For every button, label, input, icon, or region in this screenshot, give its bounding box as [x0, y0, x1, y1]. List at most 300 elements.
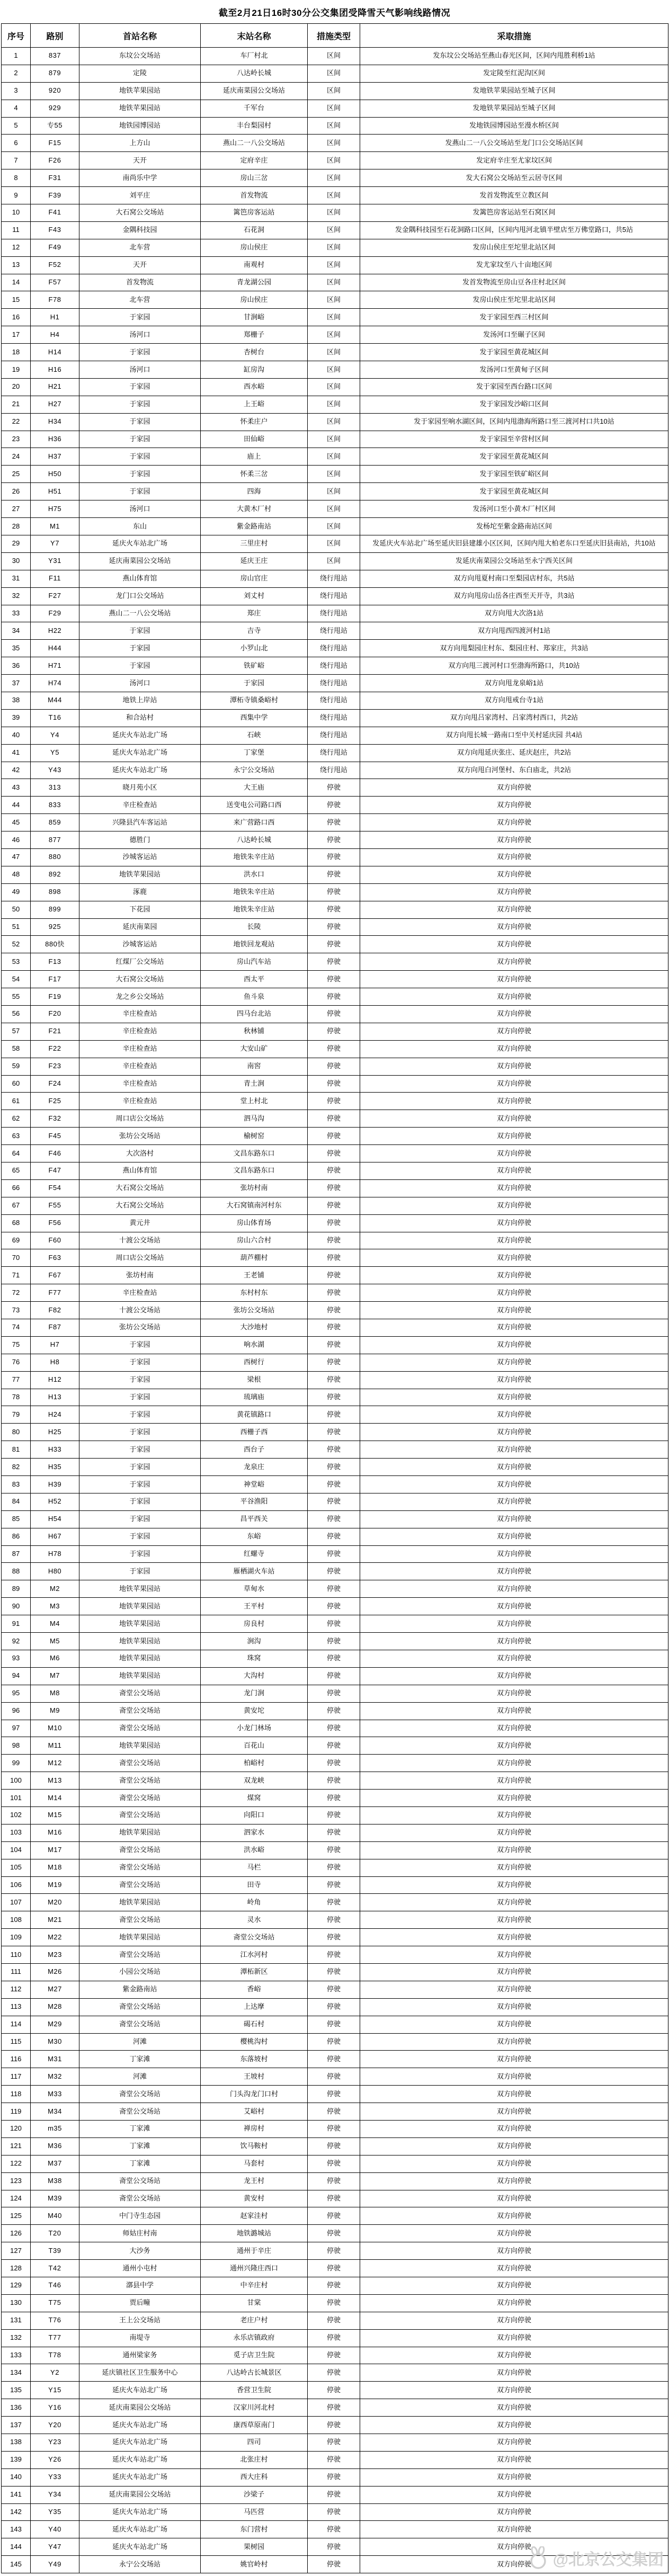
- cell-start-station: 延庆火车站北广场: [79, 2538, 201, 2556]
- cell-measure-type: 停驶: [308, 1633, 360, 1650]
- cell-no: 124: [2, 2190, 31, 2207]
- cell-no: 25: [2, 466, 31, 483]
- cell-end-station: 沙梁子: [201, 2486, 308, 2503]
- cell-measure: 双方向甩吕家湾村、吕家湾村西口，共2站: [360, 709, 668, 727]
- cell-end-station: 吉寺: [201, 622, 308, 640]
- cell-measure-type: 停驶: [308, 2103, 360, 2121]
- cell-line: Y5: [31, 744, 79, 762]
- cell-measure-type: 停驶: [308, 2382, 360, 2399]
- cell-end-station: 上王峪: [201, 396, 308, 413]
- cell-no: 118: [2, 2086, 31, 2103]
- table-row: [2, 1598, 668, 1615]
- cell-start-station: 延庆南菜园公交场站: [79, 2399, 201, 2417]
- table-row: [2, 2329, 668, 2347]
- column-header-measure: 采取措施: [360, 24, 668, 48]
- column-header-end-station: 末站名称: [201, 24, 308, 48]
- table-row: [2, 883, 668, 901]
- cell-end-station: 大沟村: [201, 1667, 308, 1685]
- cell-no: 5: [2, 117, 31, 135]
- cell-line: M34: [31, 2103, 79, 2121]
- cell-line: M9: [31, 1702, 79, 1720]
- cell-no: 129: [2, 2277, 31, 2295]
- cell-no: 111: [2, 1963, 31, 1981]
- cell-start-station: 辛庄检查站: [79, 1058, 201, 1075]
- cell-no: 36: [2, 657, 31, 675]
- cell-measure-type: 停驶: [308, 1859, 360, 1876]
- cell-measure: 双方向停驶: [360, 1284, 668, 1302]
- cell-measure: 双方向停驶: [360, 1232, 668, 1249]
- cell-measure: 双方向停驶: [360, 1824, 668, 1841]
- cell-line: F32: [31, 1110, 79, 1128]
- cell-line: T39: [31, 2242, 79, 2260]
- table-row: [2, 2312, 668, 2329]
- cell-measure: 双方向停驶: [360, 1128, 668, 1145]
- cell-end-station: 文昌东路东口: [201, 1145, 308, 1162]
- cell-start-station: 斋堂公交场站: [79, 1841, 201, 1859]
- cell-no: 51: [2, 918, 31, 936]
- table-row: [2, 1528, 668, 1545]
- cell-line: Y15: [31, 2382, 79, 2399]
- cell-no: 66: [2, 1179, 31, 1197]
- cell-line: H25: [31, 1424, 79, 1441]
- cell-measure: 双方向停驶: [360, 1302, 668, 1319]
- cell-start-station: 于家园: [79, 1441, 201, 1459]
- cell-end-station: 梁根: [201, 1371, 308, 1389]
- cell-line: Y7: [31, 535, 79, 552]
- table-row: [2, 2364, 668, 2382]
- cell-measure: 双方向停驶: [360, 2172, 668, 2190]
- cell-start-station: 王上公交场站: [79, 2312, 201, 2329]
- cell-end-station: 张坊村南: [201, 1179, 308, 1197]
- table-row: [2, 187, 668, 204]
- cell-measure-type: 绕行甩站: [308, 570, 360, 587]
- cell-no: 60: [2, 1075, 31, 1093]
- cell-measure: 双方向停驶: [360, 2538, 668, 2556]
- cell-measure: 发延庆火车站北广场至延庆旧县建雄小区区间，区间内甩大柏老东口至延庆旧县南站，共10站: [360, 535, 668, 552]
- cell-measure-type: 区间: [308, 361, 360, 379]
- cell-measure: 双方向停驶: [360, 797, 668, 814]
- table-row: [2, 1737, 668, 1755]
- cell-line: M39: [31, 2190, 79, 2207]
- cell-line: T42: [31, 2260, 79, 2277]
- cell-start-station: 延庆火车站北广场: [79, 2468, 201, 2486]
- cell-measure-type: 停驶: [308, 918, 360, 936]
- cell-measure-type: 区间: [308, 448, 360, 466]
- cell-end-station: 果树园: [201, 2538, 308, 2556]
- cell-measure-type: 停驶: [308, 1302, 360, 1319]
- table-row: [2, 169, 668, 187]
- cell-measure: 双方向停驶: [360, 1981, 668, 1998]
- cell-end-station: 房山侯庄: [201, 239, 308, 256]
- cell-start-station: 黄元井: [79, 1214, 201, 1232]
- cell-start-station: 沙城客运站: [79, 936, 201, 953]
- cell-measure-type: 区间: [308, 48, 360, 65]
- cell-start-station: 漷县中学: [79, 2277, 201, 2295]
- cell-end-station: 东峪: [201, 1528, 308, 1545]
- cell-measure-type: 区间: [308, 431, 360, 448]
- table-row: [2, 1197, 668, 1214]
- cell-no: 134: [2, 2364, 31, 2382]
- cell-measure-type: 停驶: [308, 1476, 360, 1493]
- table-row: [2, 1841, 668, 1859]
- cell-no: 7: [2, 152, 31, 169]
- cell-measure: 发定府辛庄至尤家坟区间: [360, 152, 668, 169]
- cell-no: 59: [2, 1058, 31, 1075]
- cell-end-station: 王平村: [201, 1598, 308, 1615]
- cell-line: H78: [31, 1545, 79, 1563]
- cell-measure: 双方向停驶: [360, 2207, 668, 2225]
- cell-end-station: 刘丈村: [201, 587, 308, 605]
- cell-measure-type: 停驶: [308, 2451, 360, 2468]
- cell-measure-type: 停驶: [308, 866, 360, 883]
- cell-measure-type: 停驶: [308, 1998, 360, 2016]
- table-row: [2, 640, 668, 657]
- cell-measure: 双方向甩延庆张庄、延庆赵庄，共2站: [360, 744, 668, 762]
- cell-end-station: 四海: [201, 483, 308, 500]
- cell-end-station: 马套村: [201, 2155, 308, 2172]
- cell-start-station: 于家园: [79, 1406, 201, 1424]
- cell-line: M22: [31, 1929, 79, 1946]
- cell-start-station: 辛庄检查站: [79, 1023, 201, 1040]
- table-row: [2, 1824, 668, 1841]
- cell-end-station: 堂上村北: [201, 1093, 308, 1110]
- cell-end-station: 岭角: [201, 1894, 308, 1911]
- cell-line: 880: [31, 848, 79, 866]
- cell-measure: 双方向停驶: [360, 2312, 668, 2329]
- cell-no: 47: [2, 848, 31, 866]
- table-row: [2, 204, 668, 222]
- cell-end-station: 泗家水: [201, 1824, 308, 1841]
- cell-line: M37: [31, 2155, 79, 2172]
- cell-measure: 双方向停驶: [360, 2486, 668, 2503]
- cell-measure: 双方向停驶: [360, 2294, 668, 2312]
- table-row: [2, 1633, 668, 1650]
- table-row: [2, 2120, 668, 2137]
- cell-measure-type: 区间: [308, 65, 360, 82]
- cell-no: 102: [2, 1806, 31, 1824]
- cell-measure: 双方向停驶: [360, 1179, 668, 1197]
- cell-measure: 双方向停驶: [360, 2399, 668, 2417]
- cell-measure: 双方向停驶: [360, 1929, 668, 1946]
- cell-start-station: 于家园: [79, 1336, 201, 1354]
- cell-start-station: 延庆火车站北广场: [79, 2503, 201, 2521]
- cell-line: F20: [31, 1005, 79, 1023]
- cell-no: 103: [2, 1824, 31, 1841]
- cell-measure-type: 停驶: [308, 2468, 360, 2486]
- cell-end-station: 送变电公司路口西: [201, 797, 308, 814]
- cell-measure: 发首发物流至房山豆各庄村北区间: [360, 274, 668, 291]
- cell-end-station: 禅房村: [201, 2120, 308, 2137]
- cell-start-station: 张坊公交场站: [79, 1128, 201, 1145]
- cell-no: 35: [2, 640, 31, 657]
- cell-measure: 发金隅科技园至石花洞路口区间，区间内甩河北镇半壁店至万佛堂路口，共5站: [360, 221, 668, 239]
- cell-no: 53: [2, 953, 31, 971]
- cell-line: H39: [31, 1476, 79, 1493]
- cell-measure-type: 停驶: [308, 1406, 360, 1424]
- table-row: [2, 1214, 668, 1232]
- cell-no: 125: [2, 2207, 31, 2225]
- cell-end-station: 郑庄: [201, 605, 308, 622]
- cell-start-station: 贾后疃: [79, 2294, 201, 2312]
- cell-start-station: 地铁园博园站: [79, 117, 201, 135]
- cell-end-station: 地铁朱辛庄站: [201, 883, 308, 901]
- cell-start-station: 汤河口: [79, 326, 201, 344]
- cell-start-station: 晓月苑小区: [79, 779, 201, 797]
- cell-measure-type: 绕行甩站: [308, 605, 360, 622]
- cell-measure-type: 停驶: [308, 1145, 360, 1162]
- cell-end-station: 响水湖: [201, 1336, 308, 1354]
- cell-end-station: 神堂峪: [201, 1476, 308, 1493]
- cell-no: 128: [2, 2260, 31, 2277]
- cell-no: 49: [2, 883, 31, 901]
- cell-line: M44: [31, 692, 79, 709]
- cell-measure-type: 绕行甩站: [308, 622, 360, 640]
- cell-no: 1: [2, 48, 31, 65]
- cell-line: M31: [31, 2051, 79, 2068]
- cell-no: 105: [2, 1859, 31, 1876]
- table-row: [2, 1859, 668, 1876]
- cell-line: 898: [31, 883, 79, 901]
- table-row: [2, 1162, 668, 1180]
- cell-no: 62: [2, 1110, 31, 1128]
- cell-start-station: 中门寺生态园: [79, 2207, 201, 2225]
- cell-start-station: 辛庄检查站: [79, 1284, 201, 1302]
- table-row: [2, 831, 668, 849]
- cell-end-station: 怀柔庄户: [201, 413, 308, 431]
- table-row: [2, 135, 668, 152]
- cell-measure: 发于家园发沙峪口区间: [360, 396, 668, 413]
- cell-no: 82: [2, 1459, 31, 1476]
- cell-measure: 双方向停驶: [360, 2503, 668, 2521]
- cell-start-station: 于家园: [79, 344, 201, 361]
- cell-no: 117: [2, 2068, 31, 2086]
- cell-no: 89: [2, 1580, 31, 1598]
- cell-measure-type: 停驶: [308, 1720, 360, 1737]
- cell-start-station: 天开: [79, 256, 201, 274]
- cell-start-station: 地铁苹果园站: [79, 1824, 201, 1841]
- cell-measure-type: 停驶: [308, 2260, 360, 2277]
- cell-line: F23: [31, 1058, 79, 1075]
- cell-start-station: 张坊村南: [79, 1267, 201, 1284]
- cell-measure-type: 停驶: [308, 901, 360, 918]
- cell-measure-type: 区间: [308, 117, 360, 135]
- cell-measure-type: 停驶: [308, 1249, 360, 1267]
- cell-measure-type: 停驶: [308, 2277, 360, 2295]
- cell-measure: 双方向停驶: [360, 1737, 668, 1755]
- cell-no: 43: [2, 779, 31, 797]
- cell-start-station: 于家园: [79, 1545, 201, 1563]
- cell-no: 99: [2, 1755, 31, 1772]
- cell-end-station: 青土涧: [201, 1075, 308, 1093]
- cell-measure: 双方向停驶: [360, 988, 668, 1006]
- cell-no: 20: [2, 378, 31, 396]
- cell-line: H1: [31, 309, 79, 326]
- cell-end-station: 永乐店镇政府: [201, 2329, 308, 2347]
- cell-no: 37: [2, 675, 31, 692]
- table-row: [2, 1963, 668, 1981]
- cell-start-station: 和合站村: [79, 709, 201, 727]
- cell-line: H8: [31, 1354, 79, 1371]
- cell-start-station: 通州小屯村: [79, 2260, 201, 2277]
- cell-measure-type: 区间: [308, 378, 360, 396]
- cell-measure: 双方向停驶: [360, 1772, 668, 1790]
- table-row: [2, 1720, 668, 1737]
- cell-measure: 双方向停驶: [360, 2382, 668, 2399]
- cell-end-station: 车厂村北: [201, 48, 308, 65]
- table-row: [2, 2068, 668, 2086]
- cell-line: Y2: [31, 2364, 79, 2382]
- cell-measure-type: 停驶: [308, 814, 360, 831]
- cell-start-station: 斋堂公交场站: [79, 2172, 201, 2190]
- cell-measure: 双方向停驶: [360, 2521, 668, 2538]
- cell-end-station: 西大庄科: [201, 2468, 308, 2486]
- cell-no: 6: [2, 135, 31, 152]
- cell-line: F54: [31, 1179, 79, 1197]
- table-row: [2, 274, 668, 291]
- table-row: [2, 1493, 668, 1510]
- cell-line: M5: [31, 1633, 79, 1650]
- table-row: [2, 1284, 668, 1302]
- cell-start-station: 河滩: [79, 2068, 201, 2086]
- cell-measure: 双方向停驶: [360, 1005, 668, 1023]
- cell-start-station: 斋堂公交场站: [79, 1859, 201, 1876]
- cell-no: 58: [2, 1040, 31, 1058]
- cell-line: F27: [31, 587, 79, 605]
- cell-line: H36: [31, 431, 79, 448]
- cell-line: F46: [31, 1145, 79, 1162]
- cell-measure-type: 停驶: [308, 2086, 360, 2103]
- cell-end-station: 双龙峡: [201, 1772, 308, 1790]
- cell-line: F47: [31, 1162, 79, 1180]
- table-header-row: [2, 24, 668, 48]
- cell-measure-type: 停驶: [308, 1336, 360, 1354]
- cell-no: 55: [2, 988, 31, 1006]
- cell-measure-type: 区间: [308, 239, 360, 256]
- table-row: [2, 2190, 668, 2207]
- cell-measure-type: 停驶: [308, 1459, 360, 1476]
- cell-line: 859: [31, 814, 79, 831]
- cell-line: 929: [31, 100, 79, 117]
- cell-measure-type: 停驶: [308, 1580, 360, 1598]
- cell-end-station: 鱼斗泉: [201, 988, 308, 1006]
- table-row: [2, 692, 668, 709]
- cell-measure: 双方向停驶: [360, 2137, 668, 2155]
- cell-no: 34: [2, 622, 31, 640]
- cell-measure: 双方向停驶: [360, 936, 668, 953]
- cell-end-station: 南观村: [201, 256, 308, 274]
- cell-measure-type: 区间: [308, 309, 360, 326]
- cell-line: m35: [31, 2120, 79, 2137]
- cell-end-station: 龙王村: [201, 2172, 308, 2190]
- cell-start-station: 周口店公交场站: [79, 1249, 201, 1267]
- cell-start-station: 十渡公交场站: [79, 1302, 201, 1319]
- cell-end-station: 房良村: [201, 1615, 308, 1633]
- table-row: [2, 221, 668, 239]
- cell-line: Y23: [31, 2434, 79, 2452]
- cell-start-station: 丁家滩: [79, 2120, 201, 2137]
- cell-measure-type: 停驶: [308, 2207, 360, 2225]
- cell-measure-type: 停驶: [308, 1023, 360, 1040]
- cell-line: H35: [31, 1459, 79, 1476]
- table-row: [2, 1336, 668, 1354]
- cell-measure: 双方向停驶: [360, 1476, 668, 1493]
- cell-start-station: 沙城客运站: [79, 848, 201, 866]
- cell-line: H54: [31, 1510, 79, 1528]
- cell-end-station: 燕山二一八公交场站: [201, 135, 308, 152]
- cell-measure: 双方向停驶: [360, 1249, 668, 1267]
- cell-no: 80: [2, 1424, 31, 1441]
- cell-measure-type: 绕行甩站: [308, 727, 360, 744]
- table-row: [2, 657, 668, 675]
- cell-end-station: 房山侯庄: [201, 291, 308, 309]
- cell-start-station: 丁家滩: [79, 2051, 201, 2068]
- cell-end-station: 西树行: [201, 1354, 308, 1371]
- table-row: [2, 2399, 668, 2417]
- cell-line: T20: [31, 2225, 79, 2242]
- cell-no: 131: [2, 2312, 31, 2329]
- cell-start-station: 地铁上岸站: [79, 692, 201, 709]
- table-row: [2, 65, 668, 82]
- cell-start-station: 燕山体育馆: [79, 570, 201, 587]
- cell-no: 96: [2, 1702, 31, 1720]
- cell-measure: 双方向停驶: [360, 2068, 668, 2086]
- cell-no: 18: [2, 344, 31, 361]
- cell-measure: 发燕山二一八公交场站至龙门口公交场站区间: [360, 135, 668, 152]
- cell-no: 31: [2, 570, 31, 587]
- cell-measure-type: 停驶: [308, 1806, 360, 1824]
- cell-measure-type: 绕行甩站: [308, 762, 360, 779]
- cell-measure-type: 绕行甩站: [308, 587, 360, 605]
- cell-end-station: 汉家川河北村: [201, 2399, 308, 2417]
- cell-start-station: 燕山二一八公交场站: [79, 605, 201, 622]
- cell-measure-type: 停驶: [308, 1737, 360, 1755]
- cell-start-station: 南尚乐中学: [79, 169, 201, 187]
- cell-measure-type: 区间: [308, 518, 360, 535]
- cell-start-station: 于家园: [79, 1493, 201, 1510]
- cell-measure: 双方向停驶: [360, 814, 668, 831]
- cell-no: 133: [2, 2347, 31, 2364]
- cell-end-station: 珠窝: [201, 1650, 308, 1667]
- cell-start-station: 地铁苹果园站: [79, 100, 201, 117]
- cell-measure-type: 停驶: [308, 1354, 360, 1371]
- cell-no: 8: [2, 169, 31, 187]
- table-row: [2, 82, 668, 100]
- cell-line: M20: [31, 1894, 79, 1911]
- watermark-text: @北京公交集团: [552, 2551, 664, 2569]
- cell-start-station: 德胜门: [79, 831, 201, 849]
- cell-end-station: 甘涧峪: [201, 309, 308, 326]
- cell-line: M28: [31, 1998, 79, 2016]
- cell-line: H50: [31, 466, 79, 483]
- cell-end-station: 房山六合村: [201, 1232, 308, 1249]
- cell-measure: 双方向停驶: [360, 1841, 668, 1859]
- table-body: [2, 48, 668, 2573]
- cell-end-station: 东落坡村: [201, 2051, 308, 2068]
- cell-end-station: 黄安村: [201, 2190, 308, 2207]
- table-row: [2, 326, 668, 344]
- cell-measure: 发于家园至黄花城区间: [360, 448, 668, 466]
- cell-start-station: 地铁苹果园站: [79, 82, 201, 100]
- cell-measure-type: 停驶: [308, 2329, 360, 2347]
- cell-end-station: 千军台: [201, 100, 308, 117]
- cell-line: Y20: [31, 2417, 79, 2434]
- cell-no: 93: [2, 1650, 31, 1667]
- cell-no: 77: [2, 1371, 31, 1389]
- cell-no: 100: [2, 1772, 31, 1790]
- table-row: [2, 1545, 668, 1563]
- cell-end-station: 康西草原南门: [201, 2417, 308, 2434]
- table-row: [2, 1563, 668, 1580]
